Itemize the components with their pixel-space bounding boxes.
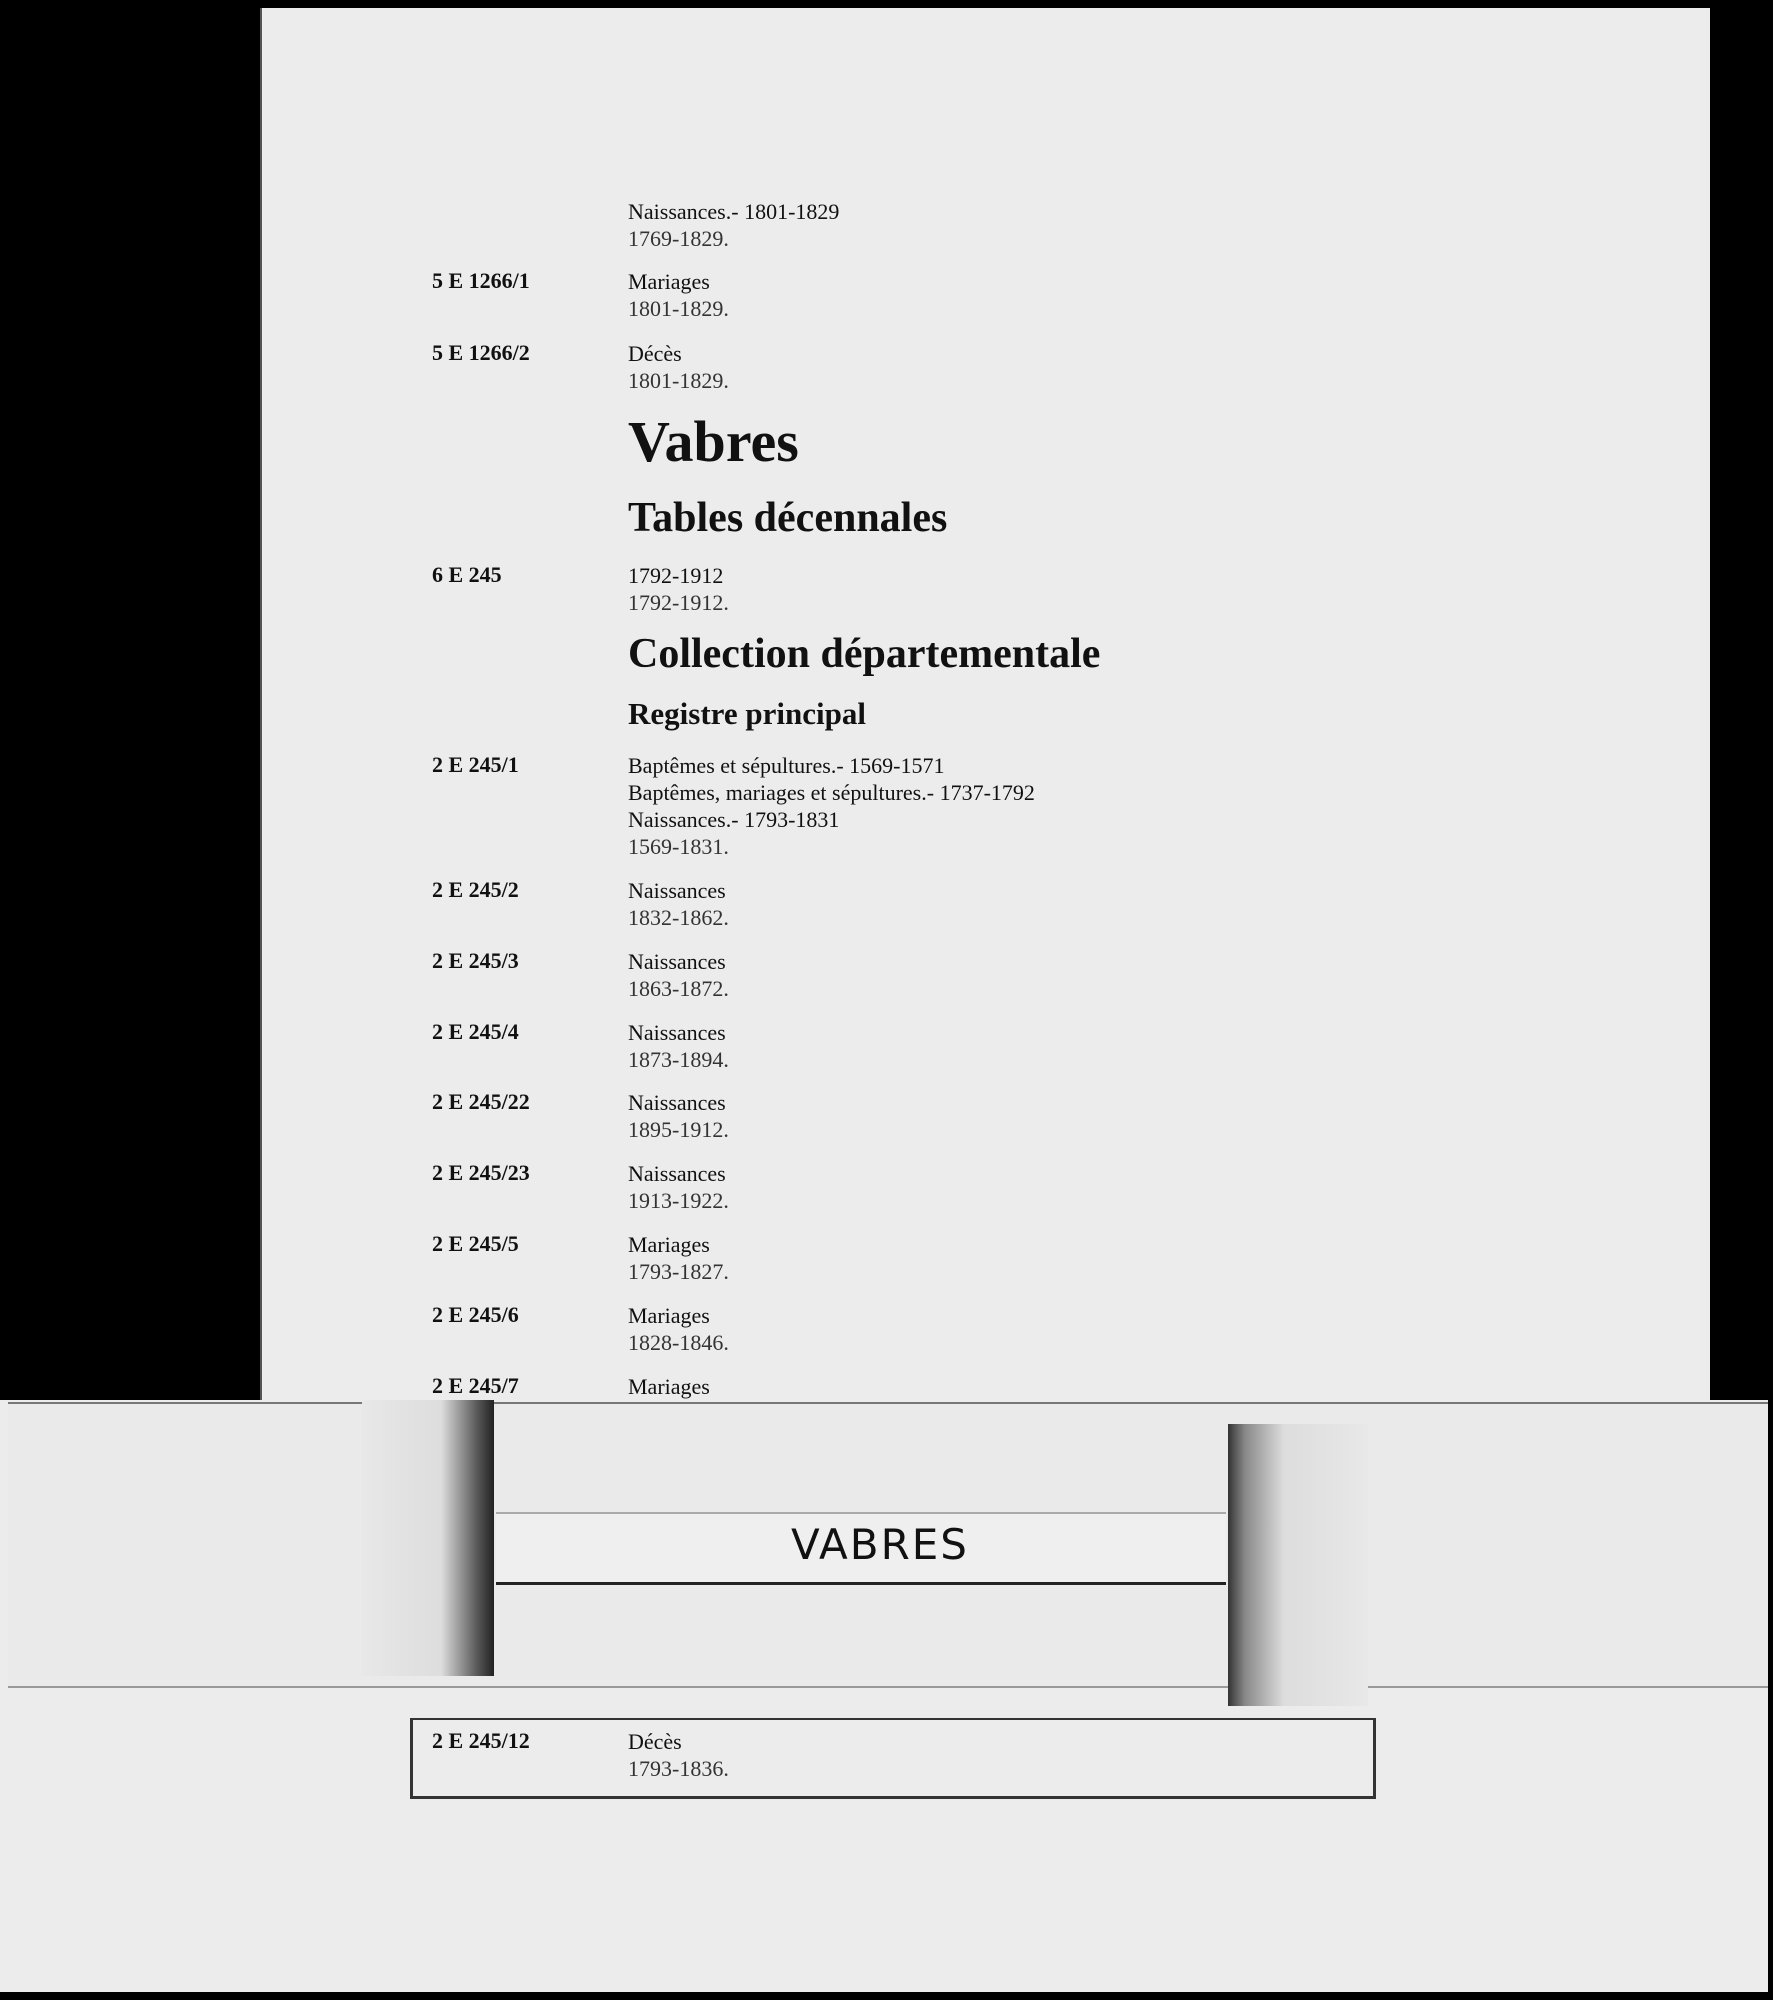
entry-description: [628, 752, 1035, 860]
entry-code: 2 E 245/5: [432, 1231, 519, 1256]
entry-description: [628, 1373, 710, 1400]
entry-dates: 1792-1912.: [628, 590, 729, 615]
entry-dates: 1913-1922.: [628, 1188, 729, 1213]
entry-code: 2 E 245/7: [432, 1373, 519, 1398]
strap-loop-left: [362, 1400, 494, 1676]
entry-title: Mariages: [628, 269, 710, 294]
entry-code: 2 E 245/6: [432, 1302, 519, 1327]
entry-code: 2 E 245/23: [432, 1160, 530, 1185]
entry-title: Mariages: [628, 1232, 710, 1257]
entry-description: [628, 1019, 729, 1073]
entry-code: 2 E 245/12: [432, 1728, 530, 1753]
entry-description: [628, 1089, 729, 1143]
entry-dates: 1769-1829.: [628, 226, 729, 251]
entry-dates: 1832-1862.: [628, 905, 729, 930]
entry-dates: 1863-1872.: [628, 976, 729, 1001]
tables-heading: Tables décennales: [628, 495, 948, 541]
entry-title: Naissances: [628, 1090, 726, 1115]
entry-title: Mariages: [628, 1374, 710, 1399]
entry-description: [628, 198, 839, 252]
entry-line: Baptêmes et sépultures.- 1569-1571: [628, 753, 945, 778]
entry-description: [628, 340, 729, 394]
entry-dates: 1793-1827.: [628, 1259, 729, 1284]
entry-title: 1792-1912: [628, 563, 724, 588]
entry-title: Naissances: [628, 878, 726, 903]
entry-title: Naissances: [628, 1020, 726, 1045]
entry-dates: 1569-1831.: [628, 834, 729, 859]
entry-title: Naissances.- 1801-1829: [628, 199, 840, 224]
entry-dates: 1895-1912.: [628, 1117, 729, 1142]
entry-dates: 1873-1894.: [628, 1047, 729, 1072]
entry-dates: 1801-1829.: [628, 296, 729, 321]
entry-code: 2 E 245/22: [432, 1089, 530, 1114]
lower-entry-box: [410, 1718, 1376, 1799]
entry-code: 5 E 1266/1: [432, 268, 530, 293]
entry-title: Décès: [628, 1729, 682, 1754]
entry-description: [628, 1728, 729, 1782]
entry-description: [628, 1302, 729, 1356]
registre-heading: Registre principal: [628, 696, 866, 731]
commune-title: Vabres: [628, 409, 799, 474]
entry-title: Décès: [628, 341, 682, 366]
entry-code: 2 E 245/3: [432, 948, 519, 973]
entry-title: Naissances: [628, 949, 726, 974]
entry-dates: 1793-1836.: [628, 1756, 729, 1781]
entry-description: [628, 1160, 729, 1214]
entry-dates: 1801-1829.: [628, 368, 729, 393]
entry-dates: 1828-1846.: [628, 1330, 729, 1355]
entry-description: [628, 268, 729, 322]
entry-code: 6 E 245: [432, 562, 502, 587]
entry-code: 2 E 245/1: [432, 752, 519, 777]
collection-heading: Collection départementale: [628, 631, 1101, 677]
entry-description: [628, 562, 729, 616]
entry-line: Naissances.- 1793-1831: [628, 807, 840, 832]
strap-label: VABRES: [791, 1520, 969, 1569]
entry-description: [628, 1231, 729, 1285]
entry-title: Naissances: [628, 1161, 726, 1186]
entry-code: 2 E 245/2: [432, 877, 519, 902]
entry-code: 2 E 245/4: [432, 1019, 519, 1044]
entry-code: 5 E 1266/2: [432, 340, 530, 365]
entry-description: [628, 948, 729, 1002]
entry-description: [628, 877, 729, 931]
entry-line: Baptêmes, mariages et sépultures.- 1737-1792: [628, 780, 1035, 805]
entry-title: Mariages: [628, 1303, 710, 1328]
strap-loop-right: [1228, 1424, 1368, 1706]
